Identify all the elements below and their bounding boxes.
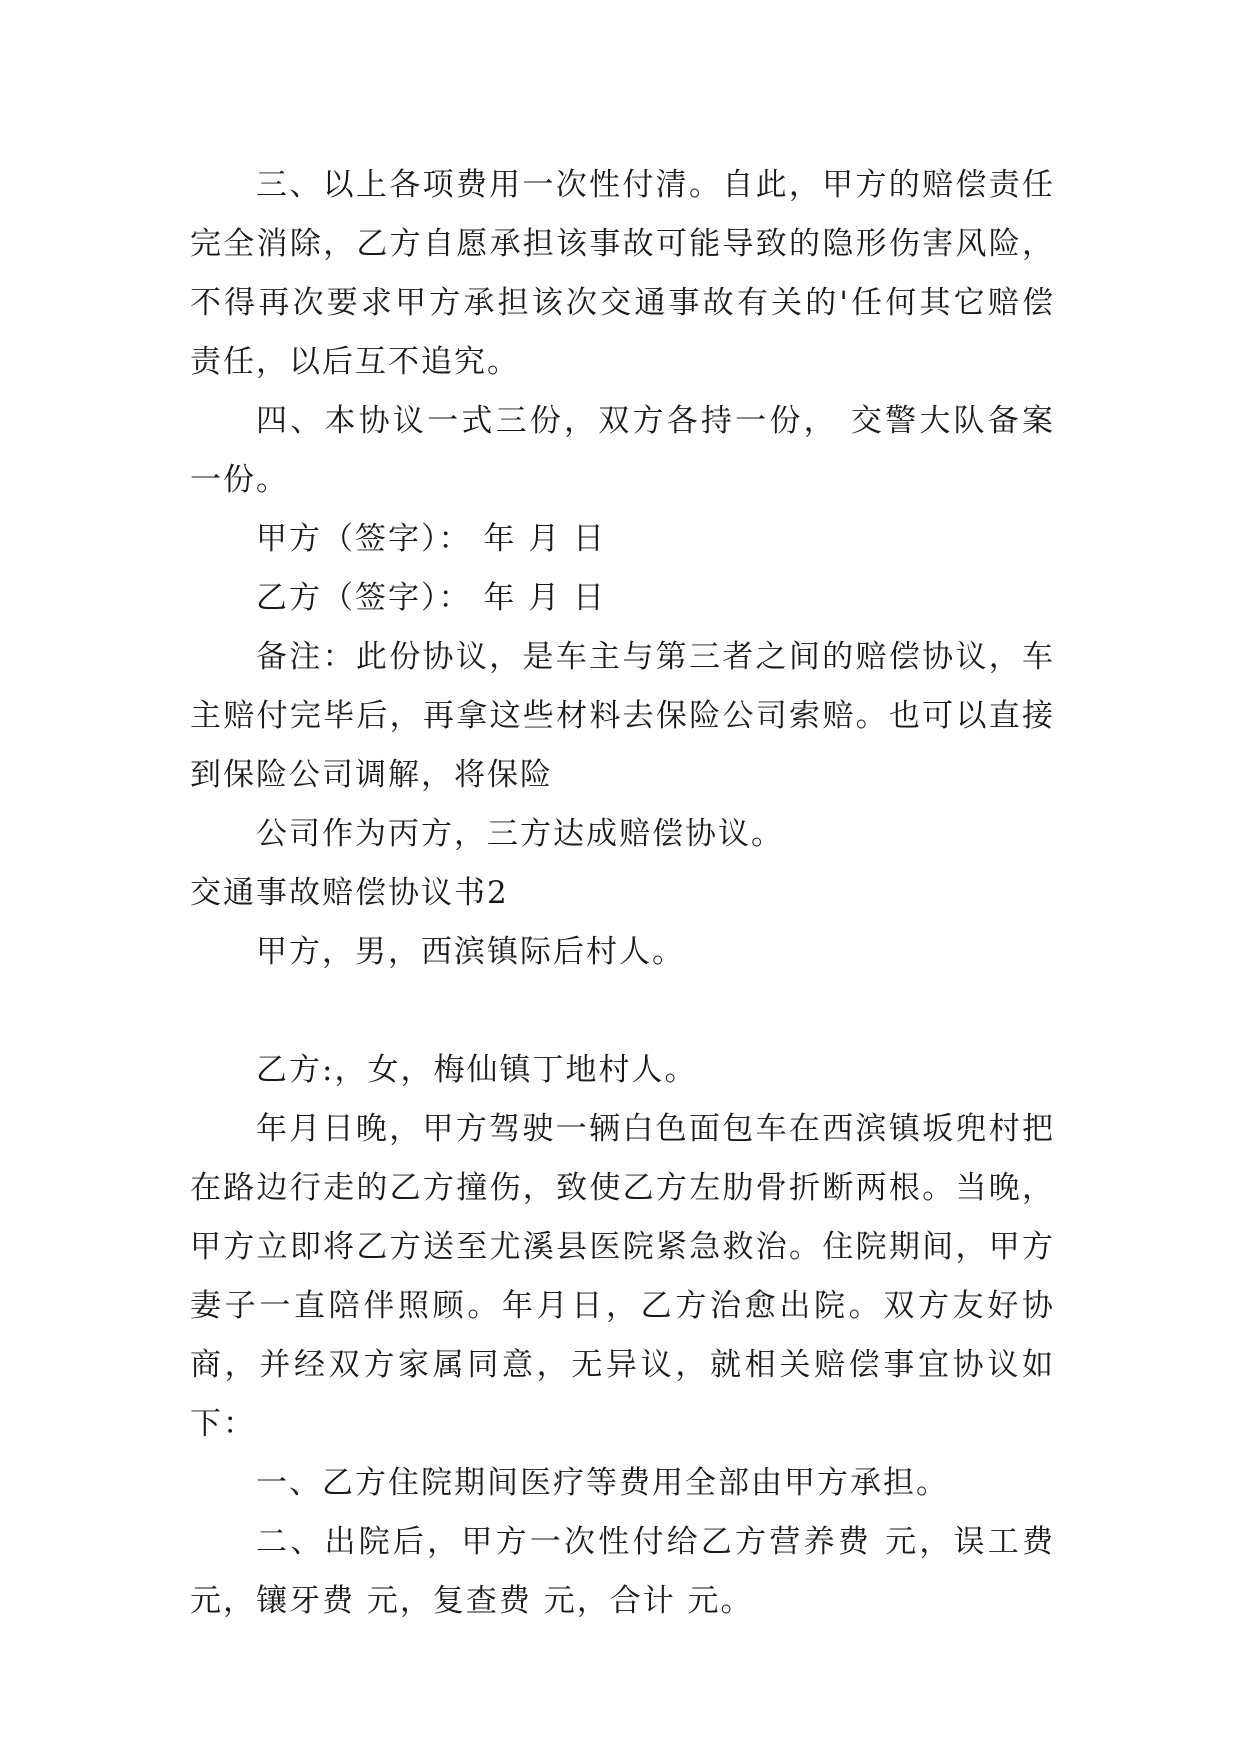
clause-four-paragraph: 四、本协议一式三份，双方各持一份， 交警大队备案一份。 [190,403,1055,498]
party-a-info-paragraph: 甲方，男，西滨镇际后村人。 [256,934,685,970]
party-b-info-paragraph: 乙方:，女，梅仙镇丁地村人。 [256,1052,698,1088]
party-b-signature-line: 乙方（签字）： 年 月 日 [256,580,607,616]
remarks-continuation-paragraph: 公司作为丙方，三方达成赔偿协议。 [256,816,784,852]
clause-one-paragraph: 一、乙方住院期间医疗等费用全部由甲方承担。 [256,1465,949,1501]
remarks-paragraph: 备注：此份协议，是车主与第三者之间的赔偿协议，车主赔付完毕后，再拿这些材料去保险公司索赔。也可以直接到保险公司调解，将保险 [190,639,1055,793]
document-body [190,156,1055,1631]
incident-description-paragraph: 年月日晚，甲方驾驶一辆白色面包车在西滨镇坂兜村把在路边行走的乙方撞伤，致使乙方左肋骨折断两根。当晚，甲方立即将乙方送至尤溪县医院紧急救治。住院期间，甲方妻子一直陪伴照顾。年月日，乙方治愈出院。双方友好协商，并经双方家属同意，无异议，就相关赔偿事宜协议如下： [190,1111,1055,1442]
party-a-signature-line: 甲方（签字）： 年 月 日 [256,521,607,557]
blank-line [190,982,1055,1041]
clause-three-paragraph: 三、以上各项费用一次性付清。自此，甲方的赔偿责任完全消除，乙方自愿承担该事故可能导致的隐形伤害风险，不得再次要求甲方承担该次交通事故有关的'任何其它赔偿责任，以后互不追究。 [190,167,1055,380]
section-title: 交通事故赔偿协议书2 [190,875,509,911]
clause-two-paragraph: 二、出院后，甲方一次性付给乙方营养费 元，误工费元，镶牙费 元，复查费 元，合计 元。 [190,1524,1055,1619]
